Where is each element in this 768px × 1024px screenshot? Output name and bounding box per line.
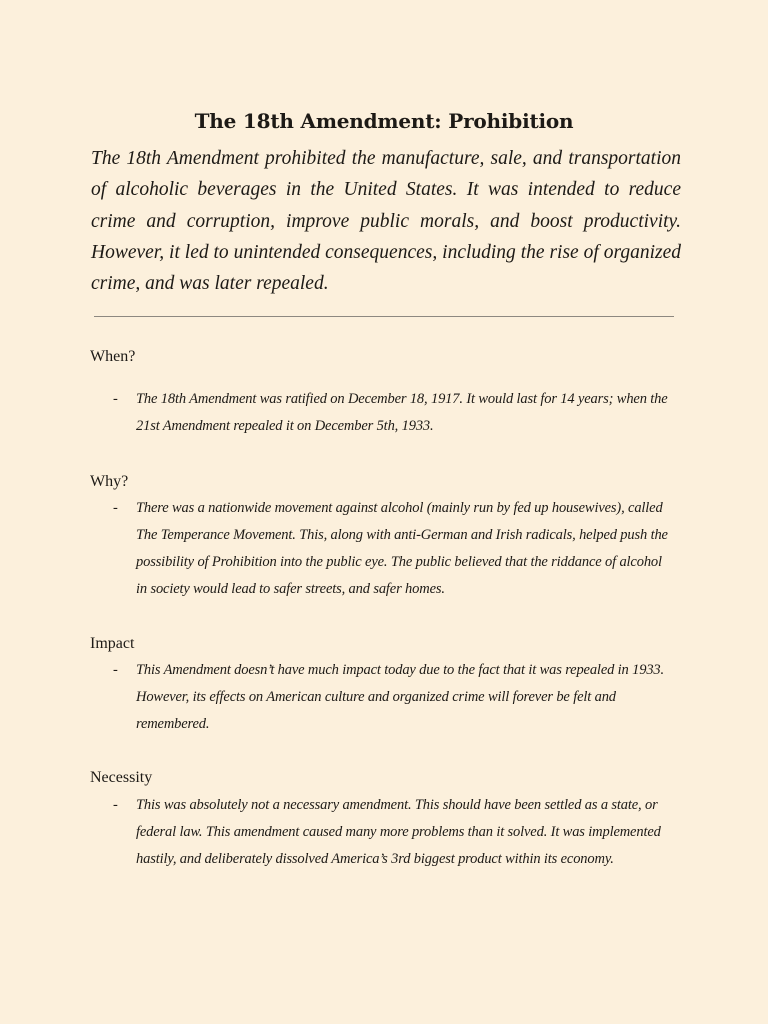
- section-heading-why: Why?: [90, 473, 129, 490]
- section-text-why: There was a nationwide movement against alcohol (mainly run by fed up housewives), called The Temperance Movement. This, along with anti-German and Irish radicals, helped push the possibility of Prohibition into the public eye. The public believed that the riddance of alcohol in society would lead to safer streets, and safer homes.: [136, 500, 668, 597]
- bullet-dash: -: [113, 797, 118, 813]
- section-heading-impact: Impact: [90, 635, 135, 652]
- bullet-dash: -: [113, 662, 118, 678]
- section-text-necessity: This was absolutely not a necessary amendment. This should have been settled as a state, or federal law. This amendment caused many more problems than it solved. It was implemented hastily, and deliberately dissolved America’s 3rd biggest product within its economy.: [136, 797, 661, 867]
- section-text-when: The 18th Amendment was ratified on December 18, 1917. It would last for 14 years; when the 21st Amendment repealed it on December 5th, 1933.: [136, 391, 668, 434]
- intro-paragraph: The 18th Amendment prohibited the manufacture, sale, and transportation of alcoholic beverages in the United States. It was intended to reduce crime and corruption, improve public morals, and boost productivity. However, it led to unintended consequences, including the rise of organized crime, and was later repealed.: [91, 148, 681, 295]
- divider: [94, 316, 674, 317]
- bullet-dash: -: [113, 500, 118, 516]
- section-heading-necessity: Necessity: [90, 769, 153, 786]
- page-title: The 18th Amendment: Prohibition: [194, 109, 574, 134]
- section-heading-when: When?: [90, 348, 136, 365]
- section-text-impact: This Amendment doesn’t have much impact today due to the fact that it was repealed in 1933. However, its effects on American culture and organized crime will forever be felt and remembered.: [136, 662, 665, 732]
- bullet-dash: -: [113, 391, 118, 407]
